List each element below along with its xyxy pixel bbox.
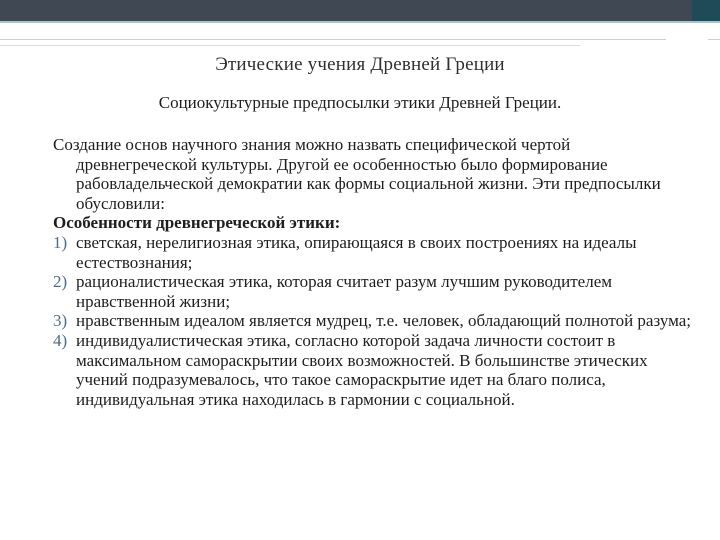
header-dark-bar: [0, 0, 692, 21]
header-accent-block: [692, 0, 720, 21]
intro-paragraph: Создание основ научного знания можно назвать специфической чертой древнегреческой культуры. Другой ее особенностью было формирование рабовладельческой демократии как формы социальной жизни. Эти предпосылки обусловили:: [53, 135, 661, 213]
list-item-text: светская, нерелигиозная этика, опирающаяся в своих построениях на идеалы естествознания;: [76, 232, 637, 272]
list-number: 4): [53, 330, 68, 350]
features-list: [53, 233, 693, 409]
list-number: 2): [53, 272, 68, 292]
divider-line: [0, 39, 666, 40]
divider-line: [0, 45, 580, 46]
list-item: [53, 233, 693, 272]
list-number: 3): [53, 311, 68, 331]
list-item-text: нравственным идеалом является мудрец, т.е. человек, обладающий полнотой разума;: [76, 311, 692, 331]
list-item: [53, 272, 693, 311]
list-item: [53, 311, 693, 331]
list-item-text: рационалистическая этика, которая считает разум лучшим руководителем нравственной жизни;: [76, 272, 613, 311]
list-item: [53, 331, 693, 409]
header-teal-line: [0, 21, 720, 23]
list-number: 1): [53, 232, 68, 252]
header-decoration: [0, 0, 720, 22]
slide-subtitle: Социокультурные предпосылки этики Древней Греции.: [158, 93, 562, 112]
list-item-text: индивидуалистическая этика, согласно которой задача личности состоит в максимальном самораскрытии своих возможностей. В большинстве этических учений подразумевалось, что такое самораскрытие идет на благо полиса, индивидуальная этика находилась в гармонии с социальной.: [76, 330, 648, 409]
slide-body: [53, 135, 693, 409]
slide-title: Этические учения Древней Греции: [215, 54, 505, 75]
divider-line: [708, 39, 720, 40]
features-heading: Особенности древнегреческой этики:: [53, 213, 341, 233]
